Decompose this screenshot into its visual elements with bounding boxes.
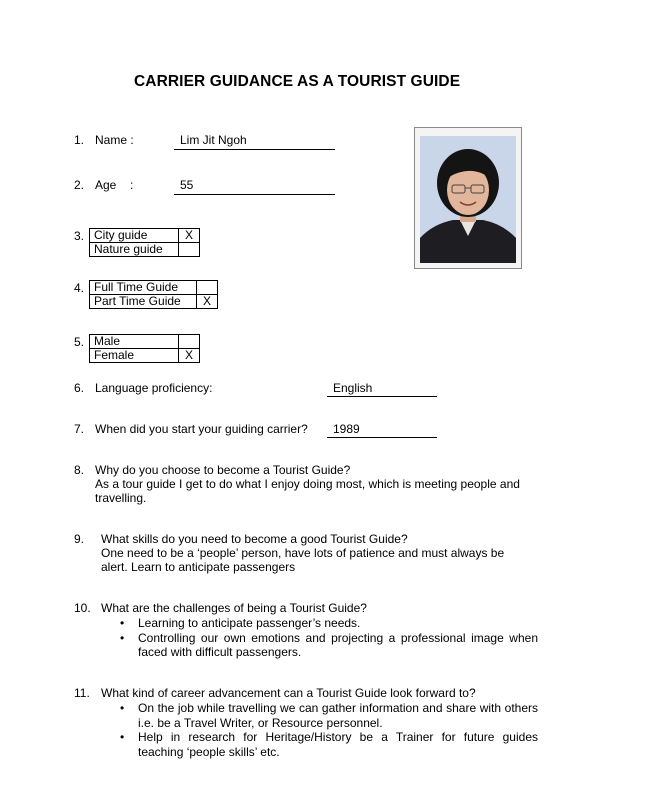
name-field: Lim Jit Ngoh [174, 133, 335, 150]
option-mark: X [197, 295, 218, 309]
q6-label: Language proficiency: [95, 381, 213, 395]
q8-question: Why do you choose to become a Tourist Guide? [95, 463, 351, 477]
q5-number: 5. [74, 335, 85, 349]
bullet-icon: • [120, 630, 125, 645]
portrait-photo [414, 127, 522, 269]
bullet-text: Help in research for Heritage/History be a Trainer for future guides teaching ‘people skills’ etc. [138, 730, 538, 759]
q1-label: Name : [95, 133, 134, 147]
bullet-icon: • [120, 701, 125, 715]
q10-question: What are the challenges of being a Tourist Guide? [101, 601, 367, 615]
option-label: Part Time Guide [90, 295, 197, 309]
q3-number: 3. [74, 229, 85, 243]
q11-question: What kind of career advancement can a Tourist Guide look forward to? [101, 686, 476, 700]
option-label: City guide [90, 229, 179, 243]
q10-bullets [120, 616, 538, 660]
list-item [120, 730, 538, 759]
table-row [90, 281, 218, 295]
option-mark: X [179, 349, 200, 363]
q9-answer: One need to be a ‘people’ person, have lots of patience and must always be alert. Learn to anticipate passengers [101, 546, 505, 574]
q2-colon: : [130, 178, 134, 192]
q9-question: What skills do you need to become a good Tourist Guide? [101, 532, 408, 546]
bullet-text: Controlling our own emotions and projecting a professional image when faced with difficult passengers. [138, 630, 538, 659]
q2-number: 2. [74, 178, 85, 192]
table-row [90, 243, 200, 257]
q10-number: 10. [74, 601, 91, 615]
table-row [90, 349, 200, 363]
q11-bullets [120, 701, 538, 759]
q9-number: 9. [74, 532, 85, 546]
language-field: English [327, 381, 437, 397]
option-mark [179, 243, 200, 257]
q7-number: 7. [74, 422, 85, 436]
option-label: Male [90, 335, 179, 349]
bullet-icon: • [120, 730, 125, 744]
option-mark [197, 281, 218, 295]
page-title: CARRIER GUIDANCE AS A TOURIST GUIDE [134, 73, 461, 90]
q11-number: 11. [74, 686, 90, 700]
option-mark: X [179, 229, 200, 243]
q2-label: Age [95, 178, 117, 192]
q4-number: 4. [74, 281, 85, 295]
option-label: Nature guide [90, 243, 179, 257]
guide-type-table [89, 228, 200, 257]
q1-number: 1. [74, 133, 85, 147]
bullet-text: On the job while travelling we can gather information and share with others i.e. be a Travel Writer, or Resource personnel. [138, 701, 538, 730]
q8-answer: As a tour guide I get to do what I enjoy doing most, which is meeting people and travelling. [95, 477, 520, 505]
option-mark [179, 335, 200, 349]
age-field: 55 [174, 178, 335, 195]
list-item [120, 630, 538, 660]
table-row [90, 335, 200, 349]
start-year-field: 1989 [327, 422, 437, 438]
table-row [90, 229, 200, 243]
q7-label: When did you start your guiding carrier? [95, 422, 308, 436]
bullet-icon: • [120, 616, 125, 630]
q6-number: 6. [74, 381, 85, 395]
list-item [120, 701, 538, 730]
option-label: Full Time Guide [90, 281, 197, 295]
option-label: Female [90, 349, 179, 363]
q8-number: 8. [74, 463, 85, 477]
gender-table [89, 334, 200, 363]
bullet-text: Learning to anticipate passenger’s needs. [138, 616, 361, 630]
portrait-image [415, 128, 521, 268]
employment-type-table [89, 280, 218, 309]
table-row [90, 295, 218, 309]
list-item [120, 616, 538, 631]
